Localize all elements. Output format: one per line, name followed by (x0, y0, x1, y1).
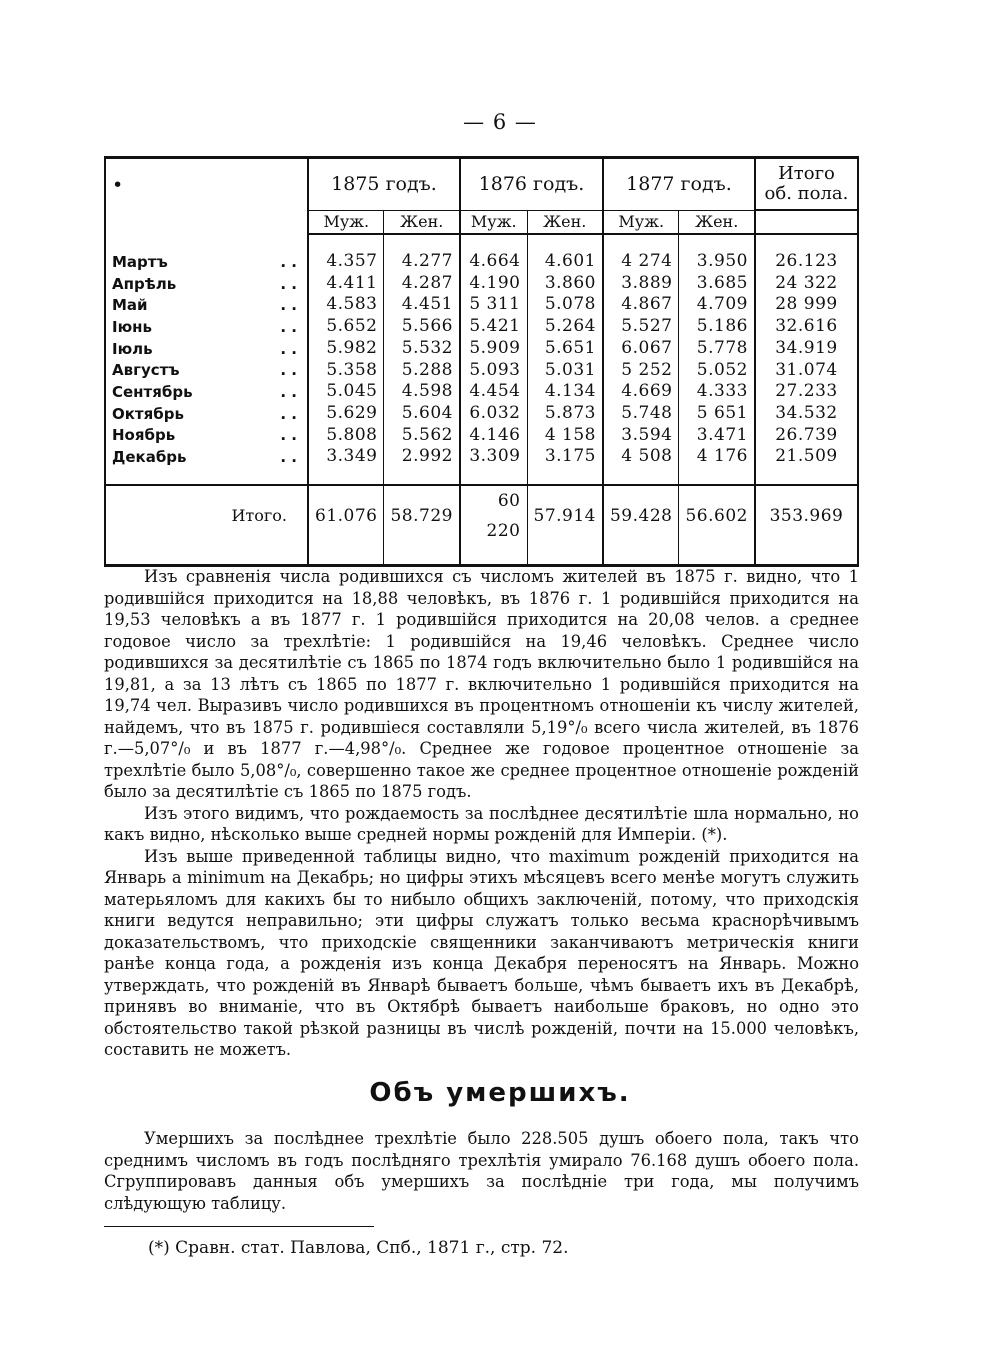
value-cell: 4.583 (308, 294, 384, 316)
table-row (105, 381, 858, 403)
table-row (105, 360, 858, 382)
value-cell: 4 508 (603, 446, 679, 468)
value-cell: 3.685 (679, 273, 755, 295)
value-cell: 5.532 (384, 338, 460, 360)
value-cell: 5.629 (308, 403, 384, 425)
total-header: Итого об. пола. (755, 158, 858, 211)
value-cell: 5.031 (527, 360, 603, 382)
table-body (105, 234, 858, 566)
table-row (105, 446, 858, 468)
value-cell: 5.264 (527, 316, 603, 338)
table-row (105, 251, 858, 273)
value-cell: 4 176 (679, 446, 755, 468)
value-cell: 5.093 (460, 360, 527, 382)
value-cell: 4.277 (384, 251, 460, 273)
value-cell: 4.454 (460, 381, 527, 403)
value-cell: 5.566 (384, 316, 460, 338)
month-cell: Августъ . . (112, 361, 297, 380)
births-table (104, 156, 859, 567)
month-cell: Апрѣль . . (112, 274, 297, 293)
total-cell: 34.532 (755, 403, 858, 425)
total-cell: 32.616 (755, 316, 858, 338)
total-label: Итого. (105, 485, 308, 546)
page-number: — 6 — (463, 110, 537, 134)
total-row (105, 485, 858, 546)
paragraph: Умершихъ за послѣднее трехлѣтіе было 228.505 душъ обоего пола, такъ что среднимъ числомъ въ годъ послѣдняго трехлѣтія умирало 76.168 душъ обоего пола. Сгруппировавъ данныя объ умершихъ за послѣдніе три года, мы получимъ слѣдующую таблицу. (104, 1129, 859, 1213)
total-cell: 21.509 (755, 446, 858, 468)
value-cell: 4.867 (603, 294, 679, 316)
sex-header: Жен. (679, 210, 755, 234)
value-cell: 5.909 (460, 338, 527, 360)
value-cell: 4.134 (527, 381, 603, 403)
year-header: 1876 годъ. (460, 158, 603, 211)
total-cell: 34.919 (755, 338, 858, 360)
total-value-cell: 60 220 (460, 485, 527, 546)
table-row (105, 338, 858, 360)
table-row (105, 273, 858, 295)
paragraph: Изъ выше приведенной таблицы видно, что maximum рожденій приходится на Январь а minimum на Декабрь; но цифры этихъ мѣсяцевъ всего менѣе могутъ служить матерьяломъ для какихъ бы то нибыло общихъ заключеній, потому, что приходскія книги ведутся неправильно; эти цифры служатъ только весьма краснорѣчивымъ доказательствомъ, что приходскіе священники заканчиваютъ метрическія книги ранѣе конца года, а рожденія изъ конца Декабря переносятъ на Январь. Можно утверждать, что рожденій въ Январѣ бываетъ больше, чѣмъ бываетъ ихъ въ Декабрѣ, принявъ во вниманіе, что въ Октябрѣ бываетъ наибольше браковъ, но одно это обстоятельство такой рѣзкой разницы въ числѣ рожденій, почти на 15.000 человѣкъ, составить не можетъ. (104, 846, 859, 1059)
month-cell: Декабрь . . (112, 448, 297, 467)
value-cell: 4.146 (460, 425, 527, 447)
total-cell: 24 322 (755, 273, 858, 295)
month-label: Октябрь (112, 404, 184, 423)
month-cell: Сентябрь . . (112, 383, 297, 402)
footnote: (*) Сравн. стат. Павлова, Спб., 1871 г., стр. 72. (148, 1238, 569, 1258)
births-table-wrap (104, 156, 859, 567)
deaths-intro (104, 1128, 859, 1214)
value-cell: 5.808 (308, 425, 384, 447)
value-cell: 2.992 (384, 446, 460, 468)
value-cell: 4.190 (460, 273, 527, 295)
total-cell: 28 999 (755, 294, 858, 316)
value-cell: 5 311 (460, 294, 527, 316)
section-title: Объ умершихъ. (369, 1078, 631, 1108)
value-cell: 5.052 (679, 360, 755, 382)
value-cell: 3.309 (460, 446, 527, 468)
sex-header-row (105, 210, 858, 234)
value-cell: 5.186 (679, 316, 755, 338)
paragraph: Изъ этого видимъ, что рождаемость за послѣднее десятилѣтіе шла нормально, но какъ видно, нѣсколько выше средней нормы рожденій для Имперіи. (*). (104, 803, 859, 844)
year-header-row (105, 158, 858, 211)
month-label: Августъ (112, 361, 180, 380)
value-cell: 6.067 (603, 338, 679, 360)
value-cell: 4.411 (308, 273, 384, 295)
value-cell: 3.594 (603, 425, 679, 447)
value-cell: 5.288 (384, 360, 460, 382)
births-commentary (104, 566, 859, 1061)
month-label: Ноябрь (112, 426, 176, 445)
grand-total-cell: 353.969 (755, 485, 858, 546)
month-label: Декабрь (112, 448, 187, 467)
month-cell: Іюль . . (112, 339, 297, 358)
value-cell: 3.860 (527, 273, 603, 295)
month-cell: Іюнь . . (112, 317, 297, 336)
month-label: Апрѣль (112, 274, 177, 293)
sex-header: Муж. (308, 210, 384, 234)
value-cell: 6.032 (460, 403, 527, 425)
value-cell: 5.078 (527, 294, 603, 316)
month-cell: Мартъ . . (112, 252, 297, 271)
month-cell: Май . . (112, 296, 297, 315)
value-cell: 4.357 (308, 251, 384, 273)
value-cell: 5.982 (308, 338, 384, 360)
value-cell: 3.889 (603, 273, 679, 295)
table-row (105, 294, 858, 316)
sex-header: Жен. (384, 210, 460, 234)
value-cell: 4.451 (384, 294, 460, 316)
value-cell: 4.598 (384, 381, 460, 403)
month-cell: Ноябрь . . (112, 426, 297, 445)
table-row (105, 403, 858, 425)
month-label: Мартъ (112, 252, 168, 271)
sex-header: Муж. (603, 210, 679, 234)
year-header: 1875 годъ. (308, 158, 460, 211)
month-label: Май (112, 296, 148, 315)
value-cell: 4.601 (527, 251, 603, 273)
total-value-cell: 58.729 (384, 485, 460, 546)
value-cell: 5 252 (603, 360, 679, 382)
corner-cell: • (112, 173, 124, 196)
value-cell: 5.527 (603, 316, 679, 338)
value-cell: 5.358 (308, 360, 384, 382)
sex-header: Муж. (460, 210, 527, 234)
value-cell: 5.651 (527, 338, 603, 360)
value-cell: 4 274 (603, 251, 679, 273)
value-cell: 5.045 (308, 381, 384, 403)
value-cell: 4.669 (603, 381, 679, 403)
total-cell: 26.739 (755, 425, 858, 447)
value-cell: 4.664 (460, 251, 527, 273)
month-label: Сентябрь (112, 383, 193, 402)
total-value-cell: 57.914 (527, 485, 603, 546)
total-value-cell: 61.076 (308, 485, 384, 546)
value-cell: 4.333 (679, 381, 755, 403)
total-cell: 31.074 (755, 360, 858, 382)
total-cell: 27.233 (755, 381, 858, 403)
table-row (105, 425, 858, 447)
year-header: 1877 годъ. (603, 158, 755, 211)
value-cell: 5.652 (308, 316, 384, 338)
value-cell: 3.950 (679, 251, 755, 273)
value-cell: 3.175 (527, 446, 603, 468)
total-value-cell: 56.602 (679, 485, 755, 546)
sex-header: Жен. (527, 210, 603, 234)
month-label: Іюль (112, 339, 153, 358)
value-cell: 5.748 (603, 403, 679, 425)
value-cell: 5.604 (384, 403, 460, 425)
value-cell: 5.873 (527, 403, 603, 425)
value-cell: 3.471 (679, 425, 755, 447)
table-row (105, 316, 858, 338)
value-cell: 4.287 (384, 273, 460, 295)
paragraph: Изъ сравненія числа родившихся съ числомъ жителей въ 1875 г. видно, что 1 родившійся приходится на 18,88 человѣкъ, въ 1876 г. 1 родившійся приходится на 19,53 человѣкъ а въ 1877 г. 1 родившійся приходится на 20,08 челов. а среднее годовое число за трехлѣтіе: 1 родившійся на 19,46 человѣкъ. Среднее число родившихся за десятилѣтіе съ 1865 по 1874 годъ включительно было 1 родившійся на 19,81, а за 13 лѣтъ съ 1865 по 1877 г. включительно 1 родившійся приходится на 19,74 чел. Выразивъ число родившихся въ процентномъ отношеніи къ числу жителей, найдемъ, что въ 1875 г. родившіеся составляли 5,19°/₀ всего числа жителей, въ 1876 г.—5,07°/₀ и въ 1877 г.—4,98°/₀. Среднее же годовое процентное отношеніе за трехлѣтіе было 5,08°/₀, совершенно такое же среднее процентное отношеніе рожденій было за десятилѣтіе съ 1865 по 1875 годъ. (104, 567, 859, 801)
value-cell: 5 651 (679, 403, 755, 425)
total-cell: 26.123 (755, 251, 858, 273)
value-cell: 5.562 (384, 425, 460, 447)
value-cell: 3.349 (308, 446, 384, 468)
month-label: Іюнь (112, 317, 153, 336)
month-cell: Октябрь . . (112, 404, 297, 423)
value-cell: 5.421 (460, 316, 527, 338)
value-cell: 5.778 (679, 338, 755, 360)
footnote-divider (104, 1226, 374, 1227)
value-cell: 4.709 (679, 294, 755, 316)
value-cell: 4 158 (527, 425, 603, 447)
total-value-cell: 59.428 (603, 485, 679, 546)
